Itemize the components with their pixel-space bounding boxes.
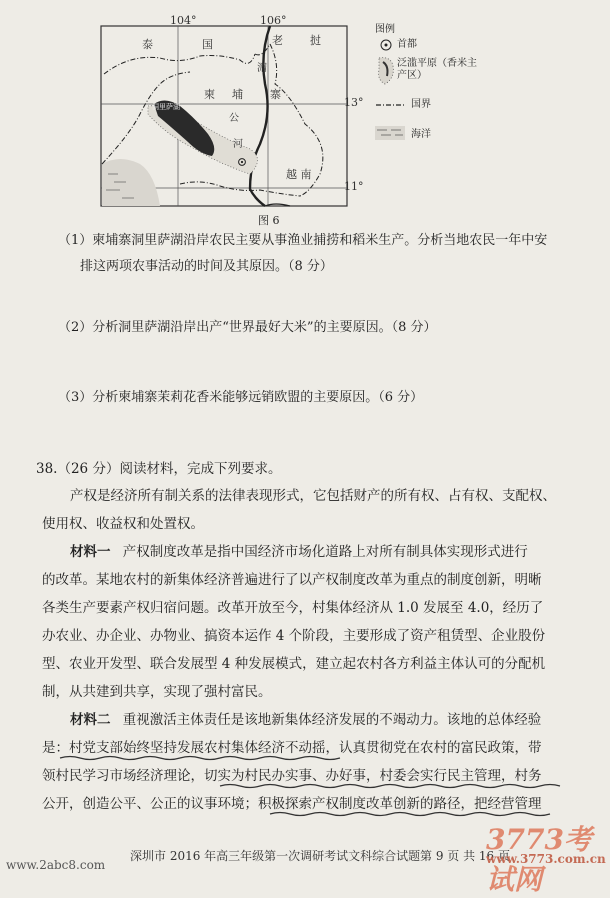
country-vietnam-label: 越 南 (286, 168, 312, 181)
lon-106-label: 106° (260, 14, 287, 27)
country-cambodia-char-2: 埔 (232, 88, 243, 101)
material-2-line-4: 公开，创造公平、公正的议事环境；积极探索产权制度改革创新的路径，把经营管理 (42, 796, 542, 812)
material-1-label: 材料一 (70, 544, 111, 560)
question-1-line-1: （1）柬埔寨洞里萨湖沿岸农民主要从事渔业捕捞和稻米生产。分析当地农民一年中安 (58, 233, 548, 248)
material-1-line-2: 的改革。某地农村的新集体经济普遍进行了以产权制度改革为重点的制度创新，明晰 (42, 572, 542, 588)
material-1-line-1 (70, 538, 528, 566)
material-2-label: 材料二 (70, 712, 111, 728)
country-thailand-char-2: 国 (202, 38, 213, 51)
lake-tonle-sap-label: 洞里萨湖 (152, 103, 180, 111)
legend-title: 图例 (375, 24, 395, 35)
country-thailand-char-1: 泰 (142, 38, 153, 51)
capital-icon (379, 38, 393, 52)
watermark-3773-url: www.3773.com.cn (486, 852, 606, 866)
question-3: （3）分析柬埔寨茉莉花香米能够远销欧盟的主要原因。（6 分） (58, 390, 424, 405)
material-1-line-4: 办农业、办企业、办物业、搞资本运作 4 个阶段，主要形成了资产租赁型、企业股份 (42, 628, 546, 644)
material-2-line-3: 领村民学习市场经济理论，切实为村民办实事、办好事，村委会实行民主管理，村务 (42, 768, 542, 784)
border-line-icon (375, 99, 405, 111)
legend-border-label: 国界 (411, 99, 431, 110)
legend-ocean-label: 海洋 (411, 129, 431, 140)
figure-caption: 图 6 (258, 214, 280, 227)
figure-6-map (100, 14, 364, 210)
question-1-line-2: 排这两项农事活动的时间及其原因。（8 分） (80, 259, 333, 274)
q38-header: 38.（26 分）阅读材料，完成下列要求。 (36, 461, 282, 477)
question-2: （2）分析洞里萨湖沿岸出产“世界最好大米”的主要原因。（8 分） (58, 320, 437, 335)
lat-13-label: 13° (344, 96, 364, 109)
country-cambodia-char-3: 寨 (270, 88, 281, 101)
material-2-line-2: 是：村党支部始终坚持发展农村集体经济不动摇，认真贯彻党在农村的富民政策，带 (42, 740, 542, 756)
river-mekong-char-3: 河 (233, 139, 243, 150)
material-1-line-6: 制，从共建到共享，实现了强村富民。 (42, 684, 272, 700)
material-1-line-5: 型、农业开发型、联合发展型 4 种发展模式，建立起农村各方利益主体认可的分配机 (42, 656, 546, 672)
material-1-line-3: 各类生产要素产权归宿问题。改革开放至今，村集体经济从 1.0 发展至 4.0，经历了 (42, 600, 544, 616)
lon-104-label: 104° (170, 14, 197, 27)
material-2-text-1: 重视激活主体责任是该地新集体经济发展的不竭动力。该地的总体经验 (122, 712, 542, 728)
q38-intro-line-1: 产权是经济所有制关系的法律表现形式，它包括财产的所有权、占有权、支配权、 (70, 488, 556, 504)
country-laos-char-1: 老 (272, 34, 283, 47)
country-laos-char-2: 挝 (310, 34, 321, 47)
material-1-text-1: 产权制度改革是指中国经济市场化道路上对所有制具体实现形式进行 (122, 544, 528, 560)
river-mekong-char-1: 湄 (257, 63, 267, 74)
material-2-line-1 (70, 706, 541, 734)
legend-capital-label: 首都 (397, 39, 417, 50)
question-1 (58, 228, 578, 280)
lat-11-label: 11° (344, 180, 364, 193)
legend-floodplain-label: 泛滥平原（香米主产区） (397, 58, 477, 81)
q38-intro-line-2: 使用权、收益权和处置权。 (42, 516, 204, 532)
watermark-2abc8: www.2abc8.com (6, 858, 106, 872)
river-mekong-char-2: 公 (229, 113, 239, 124)
country-cambodia-char-1: 柬 (204, 88, 215, 101)
footer-page-number: 第 9 页 共 16 页 (420, 849, 510, 863)
floodplain-swatch-icon (375, 56, 397, 86)
ocean-swatch-icon (375, 126, 405, 140)
footer-exam-title: 深圳市 2016 年高三年级第一次调研考试文科综合试题 (130, 849, 421, 863)
watermark-3773-logo: 3773考试网 (486, 823, 592, 896)
